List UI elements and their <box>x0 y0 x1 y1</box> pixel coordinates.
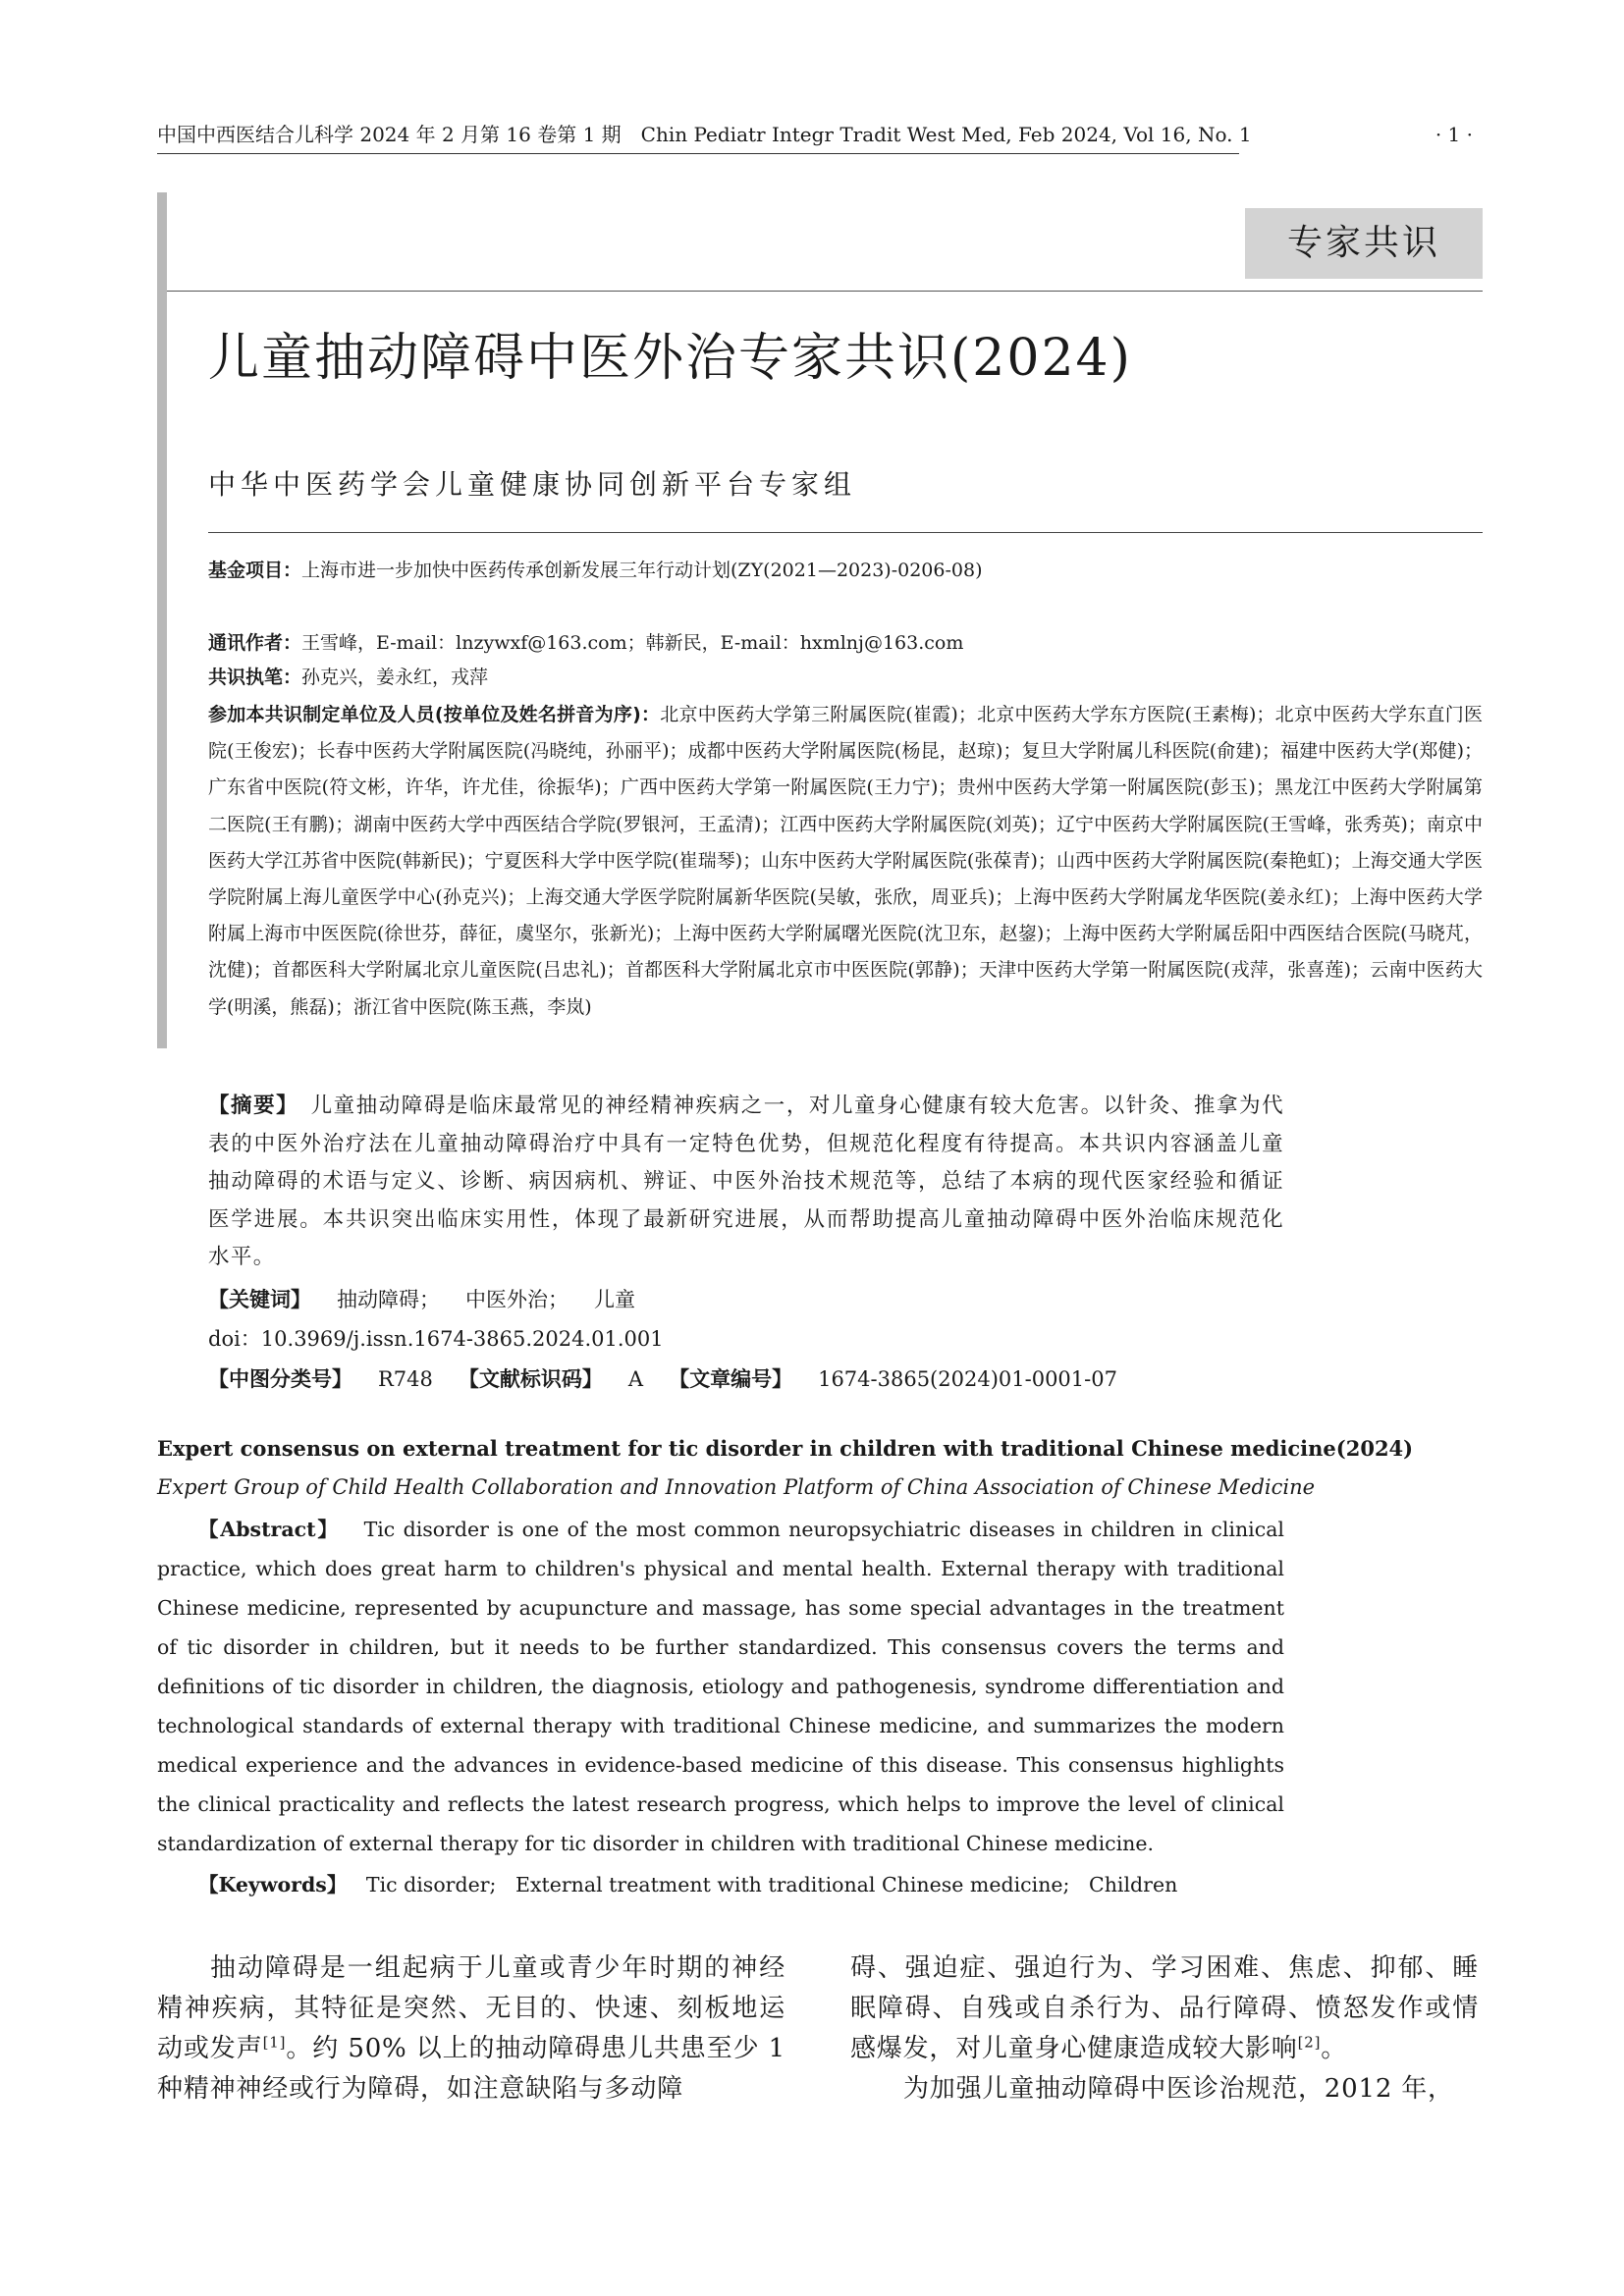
header-rule <box>157 153 1239 154</box>
keyword-en-item: Tic disorder; <box>365 1873 497 1896</box>
abstract-zh <box>208 1088 1284 1277</box>
body-paragraph <box>157 1949 785 2109</box>
clc-label: 【中图分类号】 <box>208 1367 352 1391</box>
citation-ref: [2] <box>1297 2033 1322 2052</box>
doi: doi：10.3969/j.issn.1674-3865.2024.01.001 <box>208 1327 664 1351</box>
clc-value: R748 <box>378 1367 433 1391</box>
pen-writer-label: 共识执笔： <box>208 667 302 688</box>
participants <box>208 697 1483 1026</box>
running-header-journal <box>157 118 1252 151</box>
author-group: 中华中医药学会儿童健康协同创新平台专家组 <box>208 468 857 501</box>
body-text: 抽动障碍是一组起病于儿童或青少年时期的神经精神疾病，其特征是突然、无目的、快速、刻板地运动或发声 <box>157 1953 785 2063</box>
keyword-en-item: External treatment with traditional Chinese medicine; <box>514 1873 1070 1896</box>
doc-code-label: 【文献标识码】 <box>458 1367 603 1391</box>
article-title-en: Expert consensus on external treatment for tic disorder in children with traditional Chinese medicine(2024) <box>157 1436 1414 1461</box>
body-text: 。约 50% 以上的抽动障碍患儿共患至少 1 种精神神经或行为障碍，如注意缺陷与多动障 <box>157 2034 785 2104</box>
article-title: 儿童抽动障碍中医外治专家共识(2024) <box>208 329 1132 388</box>
classification-line <box>208 1364 1117 1394</box>
fund-label: 基金项目： <box>208 560 302 581</box>
doc-code-value: A <box>627 1367 644 1391</box>
abstract-en-text: Tic disorder is one of the most common neuropsychiatric diseases in children in clinical practice, which does great harm to children's physical and mental health. External therapy with traditional Chinese medicine, represented by acupuncture and massage, has some special advantages in the treatment of tic disorder in children, but it needs to be further standardized. This consensus covers the terms and definitions of tic disorder in children, the diagnosis, etiology and pathogenesis, syndrome differentiation and technological standards of external therapy with traditional Chinese medicine, and summarizes the modern medical experience and the advances in evidence-based medicine of this disease. This consensus highlights the clinical practicality and reflects the latest research progress, which helps to improve the level of clinical standardization of external therapy for tic disorder in children with traditional Chinese medicine. <box>157 1518 1284 1855</box>
keyword-en-item: Children <box>1089 1873 1178 1896</box>
keywords-zh <box>208 1285 635 1314</box>
abstract-en-label: 【Abstract】 <box>198 1518 340 1541</box>
body-paragraph: 为加强儿童抽动障碍中医诊治规范，2012 年， <box>903 2074 1454 2104</box>
keywords-en-label: 【Keywords】 <box>198 1873 348 1896</box>
abstract-zh-label: 【摘要】 <box>208 1094 289 1118</box>
abstract-en <box>157 1510 1284 1863</box>
citation-ref: [1] <box>262 2033 287 2052</box>
article-no-label: 【文章编号】 <box>669 1367 793 1391</box>
body-text: 碍、强迫症、强迫行为、学习困难、焦虑、抑郁、睡眠障碍、自残或自杀行为、品行障碍、愤怒发作或情感爆发，对儿童身心健康造成较大影响 <box>850 1953 1479 2063</box>
abstract-zh-text: 儿童抽动障碍是临床最常见的神经精神疾病之一，对儿童身心健康有较大危害。以针灸、推拿为代表的中医外治疗法在儿童抽动障碍治疗中具有一定特色优势，但规范化程度有待提高。本共识内容涵盖儿童抽动障碍的术语与定义、诊断、病因病机、辨证、中医外治技术规范等，总结了本病的现代医家经验和循证医学进展。本共识突出临床实用性，体现了最新研究进展，从而帮助提高儿童抽动障碍中医外治临床规范化水平。 <box>208 1094 1284 1269</box>
body-column-right <box>850 1949 1479 2109</box>
corresponding-label: 通讯作者： <box>208 632 302 654</box>
keyword-zh-item: 中医外治； <box>465 1288 568 1311</box>
corresponding-text: 王雪峰，E-mail：lnzywxf@163.com；韩新民，E-mail：hxmlnj@163.com <box>301 632 964 654</box>
corresponding-author <box>208 628 1483 658</box>
pen-writer <box>208 663 1483 692</box>
body-paragraph <box>850 1949 1479 2069</box>
page-number: · 1 · <box>1435 123 1473 146</box>
participants-text: 北京中医药大学第三附属医院(崔霞)；北京中医药大学东方医院(王素梅)；北京中医药大学东直门医院(王俊宏)；长春中医药大学附属医院(冯晓纯，孙丽平)；成都中医药大学附属医院(杨昆，赵琼)；复旦大学附属儿科医院(俞建)；福建中医药大学(郑健)；广东省中医院(符文彬，许华，许尤佳，徐振华)；广西中医药大学第一附属医院(王力宁)；贵州中医药大学第一附属医院(彭玉)；黑龙江中医药大学附属第二医院(王有鹏)；湖南中医药大学中西医结合学院(罗银河，王孟清)；江西中医药大学附属医院(刘英)；辽宁中医药大学附属医院(王雪峰，张秀英)；南京中医药大学江苏省中医院(韩新民)；宁夏医科大学中医学院(崔瑞琴)；山东中医药大学附属医院(张葆青)；山西中医药大学附属医院(秦艳虹)；上海交通大学医学院附属上海儿童医学中心(孙克兴)；上海交通大学医学院附属新华医院(吴敏，张欣，周亚兵)；上海中医药大学附属龙华医院(姜永红)；上海中医药大学附属上海市中医医院(徐世芬，薛征，虞坚尔，张新光)；上海中医药大学附属曙光医院(沈卫东，赵鋆)；上海中医药大学附属岳阳中西医结合医院(马晓芃，沈健)；首都医科大学附属北京儿童医院(吕忠礼)；首都医科大学附属北京市中医医院(郭静)；天津中医药大学第一附属医院(戎萍，张喜莲)；云南中医药大学(明溪，熊磊)；浙江省中医院(陈玉燕，李岚) <box>208 704 1484 1018</box>
left-accent-bar <box>157 192 167 1048</box>
running-header-journal-zh: 中国中西医结合儿科学 2024 年 2 月第 16 卷第 1 期 <box>157 123 622 146</box>
keywords-zh-label: 【关键词】 <box>208 1288 311 1311</box>
keywords-en <box>198 1870 1177 1899</box>
participants-label: 参加本共识制定单位及人员(按单位及姓名拼音为序)： <box>208 704 661 725</box>
pen-writer-text: 孙克兴，姜永红，戎萍 <box>301 667 489 688</box>
section-tag: 专家共识 <box>1245 208 1483 279</box>
author-divider <box>208 532 1483 533</box>
running-header-journal-en: Chin Pediatr Integr Tradit West Med, Feb 2024, Vol 16, No. 1 <box>640 123 1252 146</box>
body-column-left <box>157 1949 785 2109</box>
article-no-value: 1674-3865(2024)01-0001-07 <box>818 1367 1117 1391</box>
author-group-en: Expert Group of Child Health Collaboration and Innovation Platform of China Association of Chinese Medicine <box>157 1475 1316 1499</box>
fund-info <box>208 556 1483 585</box>
keyword-zh-item: 抽动障碍； <box>337 1288 440 1311</box>
fund-text: 上海市进一步加快中医药传承创新发展三年行动计划(ZY(2021—2023)-0206-08) <box>301 560 983 581</box>
body-text: 。 <box>1321 2034 1348 2063</box>
section-divider <box>167 291 1483 292</box>
running-header <box>157 118 1473 151</box>
keyword-zh-item: 儿童 <box>594 1288 635 1311</box>
